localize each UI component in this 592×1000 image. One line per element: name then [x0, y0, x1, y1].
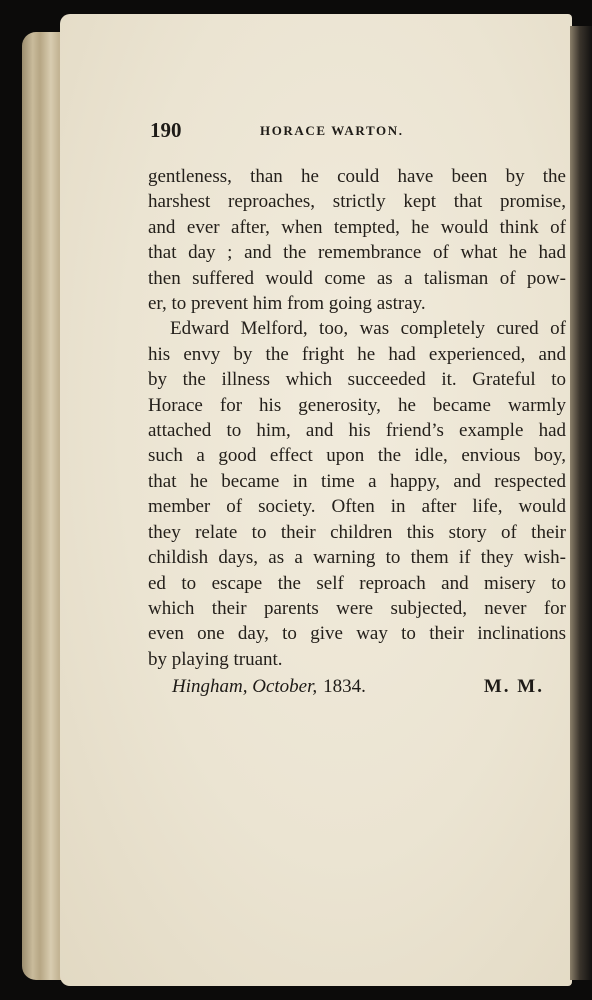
gutter-shadow: [570, 26, 592, 980]
text-line: Edward Melford, too, was completely cured of: [170, 318, 566, 340]
text-line: and ever after, when tempted, he would think of: [148, 216, 566, 238]
text-line: harshest reproaches, strictly kept that promise,: [148, 191, 566, 213]
text-line: childish days, as a warning to them if they wish-: [148, 547, 566, 569]
text-line: gentleness, than he could have been by the: [148, 166, 566, 187]
text-line: such a good effect upon the idle, envious boy,: [148, 445, 566, 467]
text-line: that he became in time a happy, and respected: [148, 470, 566, 492]
text-line: by playing truant.: [148, 648, 283, 670]
text-line: member of society. Often in after life, would: [148, 496, 566, 518]
text-line: which their parents were subjected, never for: [148, 597, 566, 619]
text-line: attached to him, and his friend’s example had: [148, 420, 566, 442]
text-line: even one day, to give way to their inclinations: [148, 623, 566, 645]
page-number: 190: [150, 118, 182, 142]
text-line: ed to escape the self reproach and misery to: [148, 572, 566, 594]
running-head: HORACE WARTON.: [260, 123, 404, 138]
signature-year: 1834.: [323, 676, 366, 697]
text-line: er, to prevent him from going astray.: [148, 293, 426, 315]
text-line: they relate to their children this story of their: [148, 521, 566, 543]
signature-line: [172, 676, 544, 698]
body-text: [148, 164, 566, 672]
text-line: Horace for his generosity, he became warmly: [148, 394, 566, 416]
text-line: that day ; and the remembrance of what he had: [148, 242, 566, 264]
text-line: his envy by the fright he had experienced, and: [148, 343, 566, 365]
text-line: by the illness which succeeded it. Grateful to: [148, 369, 566, 391]
page-header: [150, 118, 566, 144]
signature-place-date: Hingham, October,: [172, 676, 318, 697]
signature-initials: M. M.: [483, 676, 544, 697]
text-line: then suffered would come as a talisman of pow-: [148, 267, 566, 289]
